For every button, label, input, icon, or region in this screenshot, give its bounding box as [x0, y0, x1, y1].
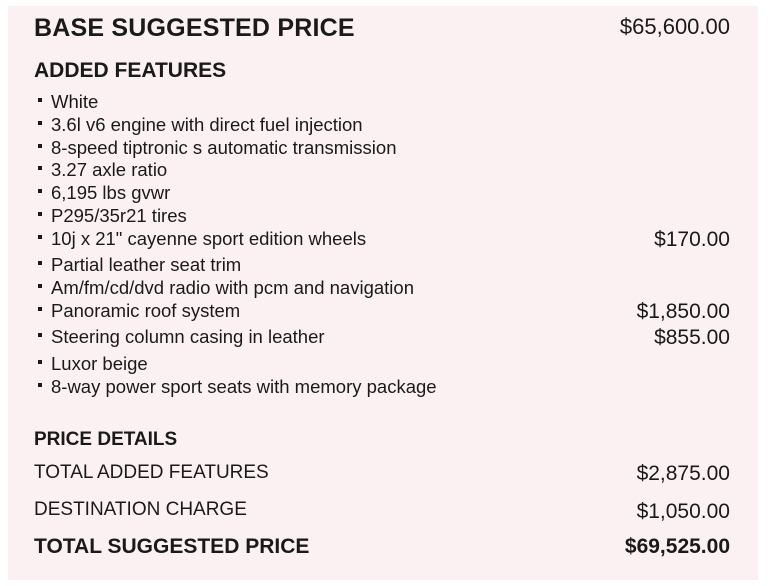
- total-suggested-price-value: $69,525.00: [624, 535, 730, 558]
- feature-name: 8-way power sport seats with memory package: [51, 376, 437, 397]
- feature-item: [38, 353, 148, 375]
- bullet-icon: [38, 261, 42, 265]
- feature-name: Steering column casing in leather: [51, 326, 325, 347]
- feature-name: Partial leather seat trim: [51, 254, 242, 275]
- feature-item: [38, 326, 325, 348]
- bullet-icon: [38, 144, 42, 148]
- feature-item: [38, 137, 396, 159]
- feature-name: Am/fm/cd/dvd radio with pcm and navigation: [51, 277, 414, 298]
- bullet-icon: [38, 383, 42, 387]
- bullet-icon: [38, 98, 42, 102]
- feature-item: [38, 254, 241, 276]
- bullet-icon: [38, 121, 42, 125]
- feature-item: [38, 376, 437, 398]
- feature-item: [38, 300, 240, 322]
- feature-item: [38, 205, 187, 227]
- total-suggested-price-label: TOTAL SUGGESTED PRICE: [34, 535, 310, 558]
- bullet-icon: [38, 307, 42, 311]
- bullet-icon: [38, 284, 42, 288]
- feature-price: $170.00: [654, 228, 730, 251]
- feature-item: [38, 182, 170, 204]
- added-features-title: ADDED FEATURES: [34, 59, 227, 82]
- bullet-icon: [38, 166, 42, 170]
- bullet-icon: [38, 235, 42, 239]
- total-added-features-value: $2,875.00: [636, 462, 730, 485]
- feature-name: Luxor beige: [51, 353, 148, 374]
- bullet-icon: [38, 189, 42, 193]
- feature-name: Panoramic roof system: [51, 300, 241, 321]
- feature-list: [8, 6, 758, 580]
- base-price-value: $65,600.00: [619, 14, 730, 39]
- bullet-icon: [38, 360, 42, 364]
- base-price-title: BASE SUGGESTED PRICE: [34, 14, 355, 42]
- price-details-title: PRICE DETAILS: [34, 429, 178, 450]
- price-sheet: [8, 6, 758, 580]
- bullet-icon: [38, 333, 42, 337]
- feature-price: $1,850.00: [636, 300, 730, 323]
- feature-name: P295/35r21 tires: [51, 205, 187, 226]
- destination-charge-value: $1,050.00: [636, 500, 730, 523]
- feature-name: 8-speed tiptronic s automatic transmission: [51, 137, 397, 158]
- feature-name: 6,195 lbs gvwr: [51, 182, 171, 203]
- feature-item: [38, 228, 366, 250]
- feature-name: White: [51, 91, 99, 112]
- feature-price: $855.00: [654, 326, 730, 349]
- feature-name: 10j x 21" cayenne sport edition wheels: [51, 228, 367, 249]
- feature-name: 3.6l v6 engine with direct fuel injection: [51, 114, 363, 135]
- feature-name: 3.27 axle ratio: [51, 159, 168, 180]
- feature-item: [38, 277, 414, 299]
- total-added-features-label: TOTAL ADDED FEATURES: [34, 462, 269, 483]
- bullet-icon: [38, 212, 42, 216]
- feature-item: [38, 114, 363, 136]
- destination-charge-label: DESTINATION CHARGE: [34, 499, 247, 520]
- feature-item: [38, 91, 98, 113]
- feature-item: [38, 159, 167, 181]
